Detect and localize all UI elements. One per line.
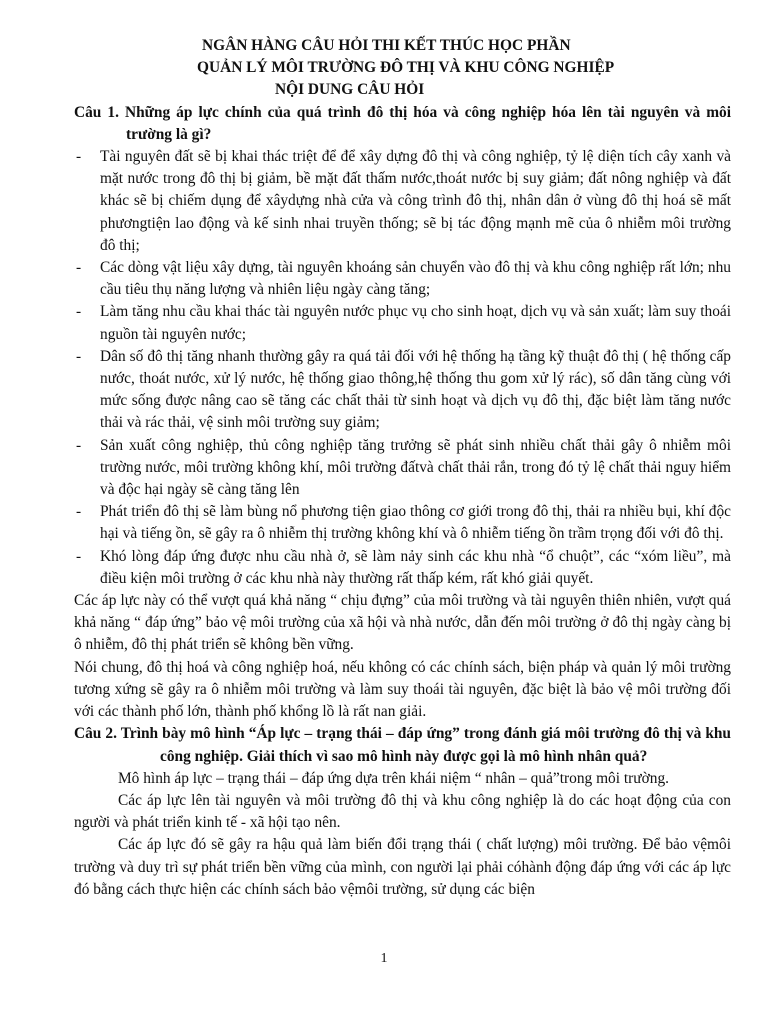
paragraph: Nói chung, đô thị hoá và công nghiệp hoá, nếu không có các chính sách, biện pháp và quản lý môi trường tương xứng sẽ gây ra ô nhiễm môi trường và làm suy thoái tài nguyên, đặc biệt là bảo vệ môi trường đối với các thành phố lớn, thành phố khổng lồ là rất nan giải. [74, 658, 731, 721]
bullet-dash: - [76, 148, 82, 166]
bullet-item [74, 146, 731, 257]
bullet-text: Các dòng vật liệu xây dựng, tài nguyên khoáng sản chuyển vào đô thị và khu công nghiệp rất lớn; nhu cầu tiêu thụ năng lượng và nhiên liệu ngày càng tăng; [100, 259, 731, 299]
bullet-item [74, 301, 731, 345]
paragraph: Các áp lực lên tài nguyên và môi trường đô thị và khu công nghiệp là do các hoạt động của con người và phát triển kinh tế - xã hội tạo nên. [74, 791, 731, 832]
bullet-text: Phát triển đô thị sẽ làm bùng nổ phương tiện giao thông cơ giới trong đô thị, thải ra nhiều bụi, khí độc hại và tiếng ồn, sẽ gây ra ô nhiễm thị trường không khí và ô nhiễm tiếng ồn trầm trọng đối với đô thị. [100, 503, 731, 543]
question-2-heading: Câu 2. Trình bày mô hình “Áp lực – trạng thái – đáp ứng” trong đánh giá môi trường đô thị và khu công nghiệp. Giải thích vì sao mô hình này được gọi là mô hình nhân quả? [74, 725, 731, 765]
page-content [74, 35, 731, 901]
bullet-text: Tài nguyên đất sẽ bị khai thác triệt để để xây dựng đô thị và công nghiệp, tỷ lệ diện tích cây xanh và mặt nước trong đô thị bị giảm, bề mặt đất thấm nước,thoát nước bị suy giảm; đất nông nghiệp và đất khác sẽ bị chiếm dụng để xâydựng nhà cửa và công trình đô thị, nhân dân ở vùng đô thị hoá sẽ mất phươngtiện lao động và kế sinh nhai truyền thống; sẽ bị tác động mạnh mẽ của ô nhiễm môi trường đô thị; [100, 148, 731, 254]
bullet-dash: - [76, 347, 82, 365]
bullet-item [74, 257, 731, 301]
bullet-text: Dân số đô thị tăng nhanh thường gây ra quá tải đối với hệ thống hạ tầng kỹ thuật đô thị ( hệ thống cấp nước, thoát nước, xử lý nước, hệ thống giao thông,hệ thống thu gom xử lý rác), số dân tăng cùng với mức sống được nâng cao sẽ tăng các chất thải từ sinh hoạt và dịch vụ đô thị, đặc biệt làm tăng nước thải và rác thải, vệ sinh môi trường suy giảm; [100, 347, 731, 432]
bullet-dash: - [76, 303, 82, 321]
page-number: 1 [380, 951, 388, 966]
bullet-item [74, 346, 731, 435]
bullet-text: Sản xuất công nghiệp, thủ công nghiệp tăng trưởng sẽ phát sinh nhiều chất thải gây ô nhiễm môi trường nước, môi trường không khí, môi trường đấtvà chất thải rắn, trong đó tỷ lệ chất thải nguy hiểm và độc hại ngày sẽ càng tăng lên [100, 436, 731, 499]
course-title: QUẢN LÝ MÔI TRƯỜNG ĐÔ THỊ VÀ KHU CÔNG NGHIỆP [197, 59, 615, 77]
section-title: NỘI DUNG CÂU HỎI [275, 81, 425, 99]
bullet-dash: - [76, 503, 82, 521]
bullet-dash: - [76, 259, 82, 277]
bullet-item [74, 546, 731, 590]
bullet-item [74, 501, 731, 545]
bullet-dash: - [76, 547, 82, 565]
bullet-text: Khó lòng đáp ứng được nhu cầu nhà ở, sẽ làm nảy sinh các khu nhà “ổ chuột”, các “xóm liều”, mà điều kiện môi trường ở các khu nhà này thường rất thấp kém, rất khó giải quyết. [100, 547, 731, 587]
paragraph: Các áp lực đó sẽ gây ra hậu quả làm biến đổi trạng thái ( chất lượng) môi trường. Để bảo vệmôi trường và duy trì sự phát triển bền vững của mình, con người lại phải cóhành động đáp ứng với các áp lực đó bằng cách thực hiện các chính sách bảo vệmôi trường, sử dụng các biện [74, 836, 731, 898]
paragraph: Các áp lực này có thể vượt quá khả năng “ chịu đựng” của môi trường và tài nguyên thiên nhiên, vượt quá khả năng “ đáp ứng” bảo vệ môi trường của xã hội và nhà nước, dẫn đến môi trường ở đô thị ngày càng bị ô nhiễm, đô thị phát triển sẽ không bền vững. [74, 592, 731, 654]
bullet-dash: - [76, 436, 82, 454]
bullet-text: Làm tăng nhu cầu khai thác tài nguyên nước phục vụ cho sinh hoạt, dịch vụ và sản xuất; làm suy thoái nguồn tài nguyên nước; [100, 303, 731, 343]
bullet-item [74, 435, 731, 502]
exam-bank-title: NGÂN HÀNG CÂU HỎI THI KẾT THÚC HỌC PHẦN [202, 37, 571, 54]
paragraph: Mô hình áp lực – trạng thái – đáp ứng dựa trên khái niệm “ nhân – quả”trong môi trường. [118, 769, 669, 787]
question-1-heading: Câu 1. Những áp lực chính của quá trình đô thị hóa và công nghiệp hóa lên tài nguyên và môi trường là gì? [74, 103, 731, 143]
